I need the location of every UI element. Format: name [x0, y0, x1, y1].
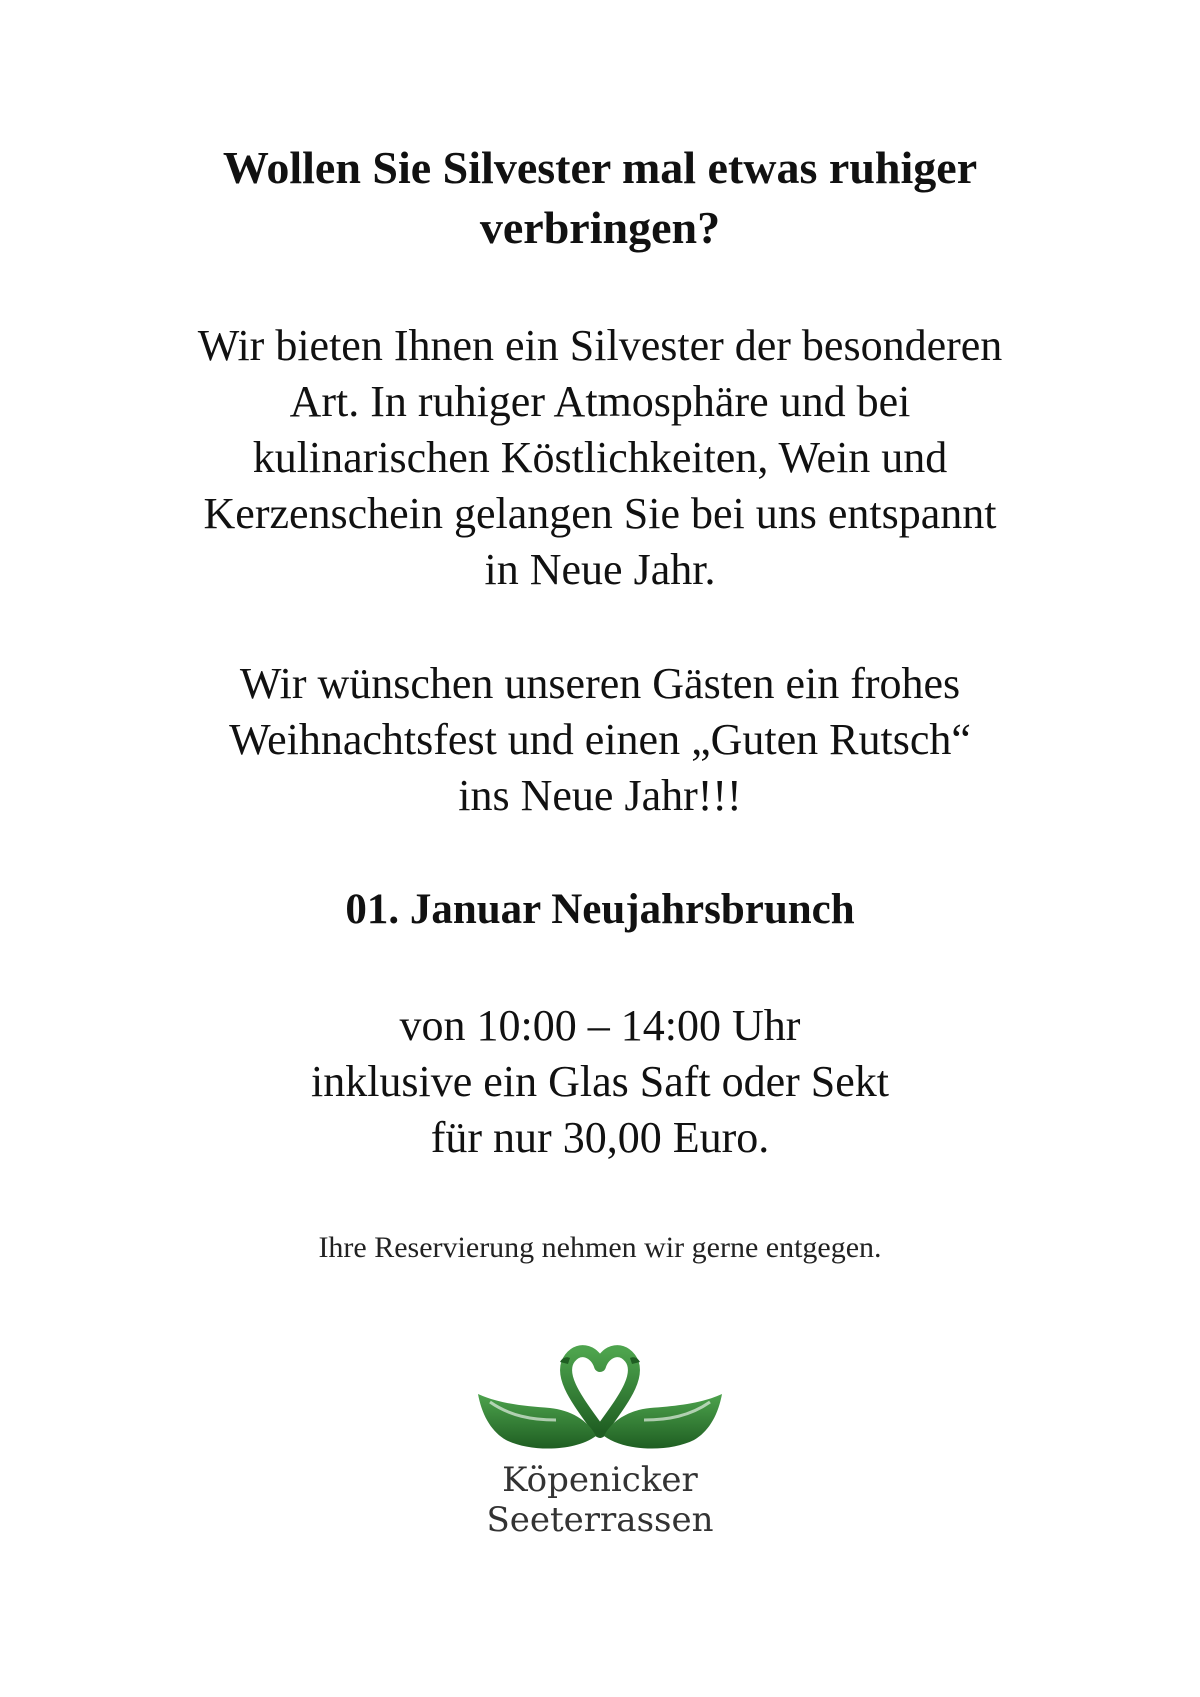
reservation-note: Ihre Reservierung nehmen wir gerne entgegen. [318, 1231, 882, 1264]
intro-line: Art. In ruhiger Atmosphäre und bei [289, 377, 911, 426]
intro-line: kulinarischen Köstlichkeiten, Wein und [252, 433, 948, 482]
intro-line: Kerzenschein gelangen Sie bei uns entspannt [203, 489, 997, 538]
brunch-details [100, 998, 1100, 1166]
brunch-time: von 10:00 – 14:00 Uhr [399, 1001, 801, 1050]
wishes-line: Weihnachtsfest und einen „Guten Rutsch“ [229, 715, 971, 764]
brunch-inclusive: inklusive ein Glas Saft oder Sekt [310, 1057, 889, 1106]
wishes-line: Wir wünschen unseren Gästen ein frohes [239, 659, 961, 708]
brunch-price: für nur 30,00 Euro. [430, 1113, 770, 1162]
brunch-title: 01. Januar Neujahrsbrunch [345, 886, 855, 933]
headline [100, 138, 1100, 258]
intro-line: Wir bieten Ihnen ein Silvester der besonderen [197, 321, 1003, 370]
intro-paragraph [100, 318, 1100, 598]
wishes-paragraph [100, 656, 1100, 824]
logo-text-line-2: Seeterrassen [486, 1500, 714, 1540]
intro-line: in Neue Jahr. [484, 545, 716, 594]
wishes-line: ins Neue Jahr!!! [458, 771, 742, 820]
headline-line-2: verbringen? [479, 202, 721, 253]
headline-line-1: Wollen Sie Silvester mal etwas ruhiger [222, 142, 978, 193]
logo-text-line-1: Köpenicker [502, 1460, 698, 1500]
